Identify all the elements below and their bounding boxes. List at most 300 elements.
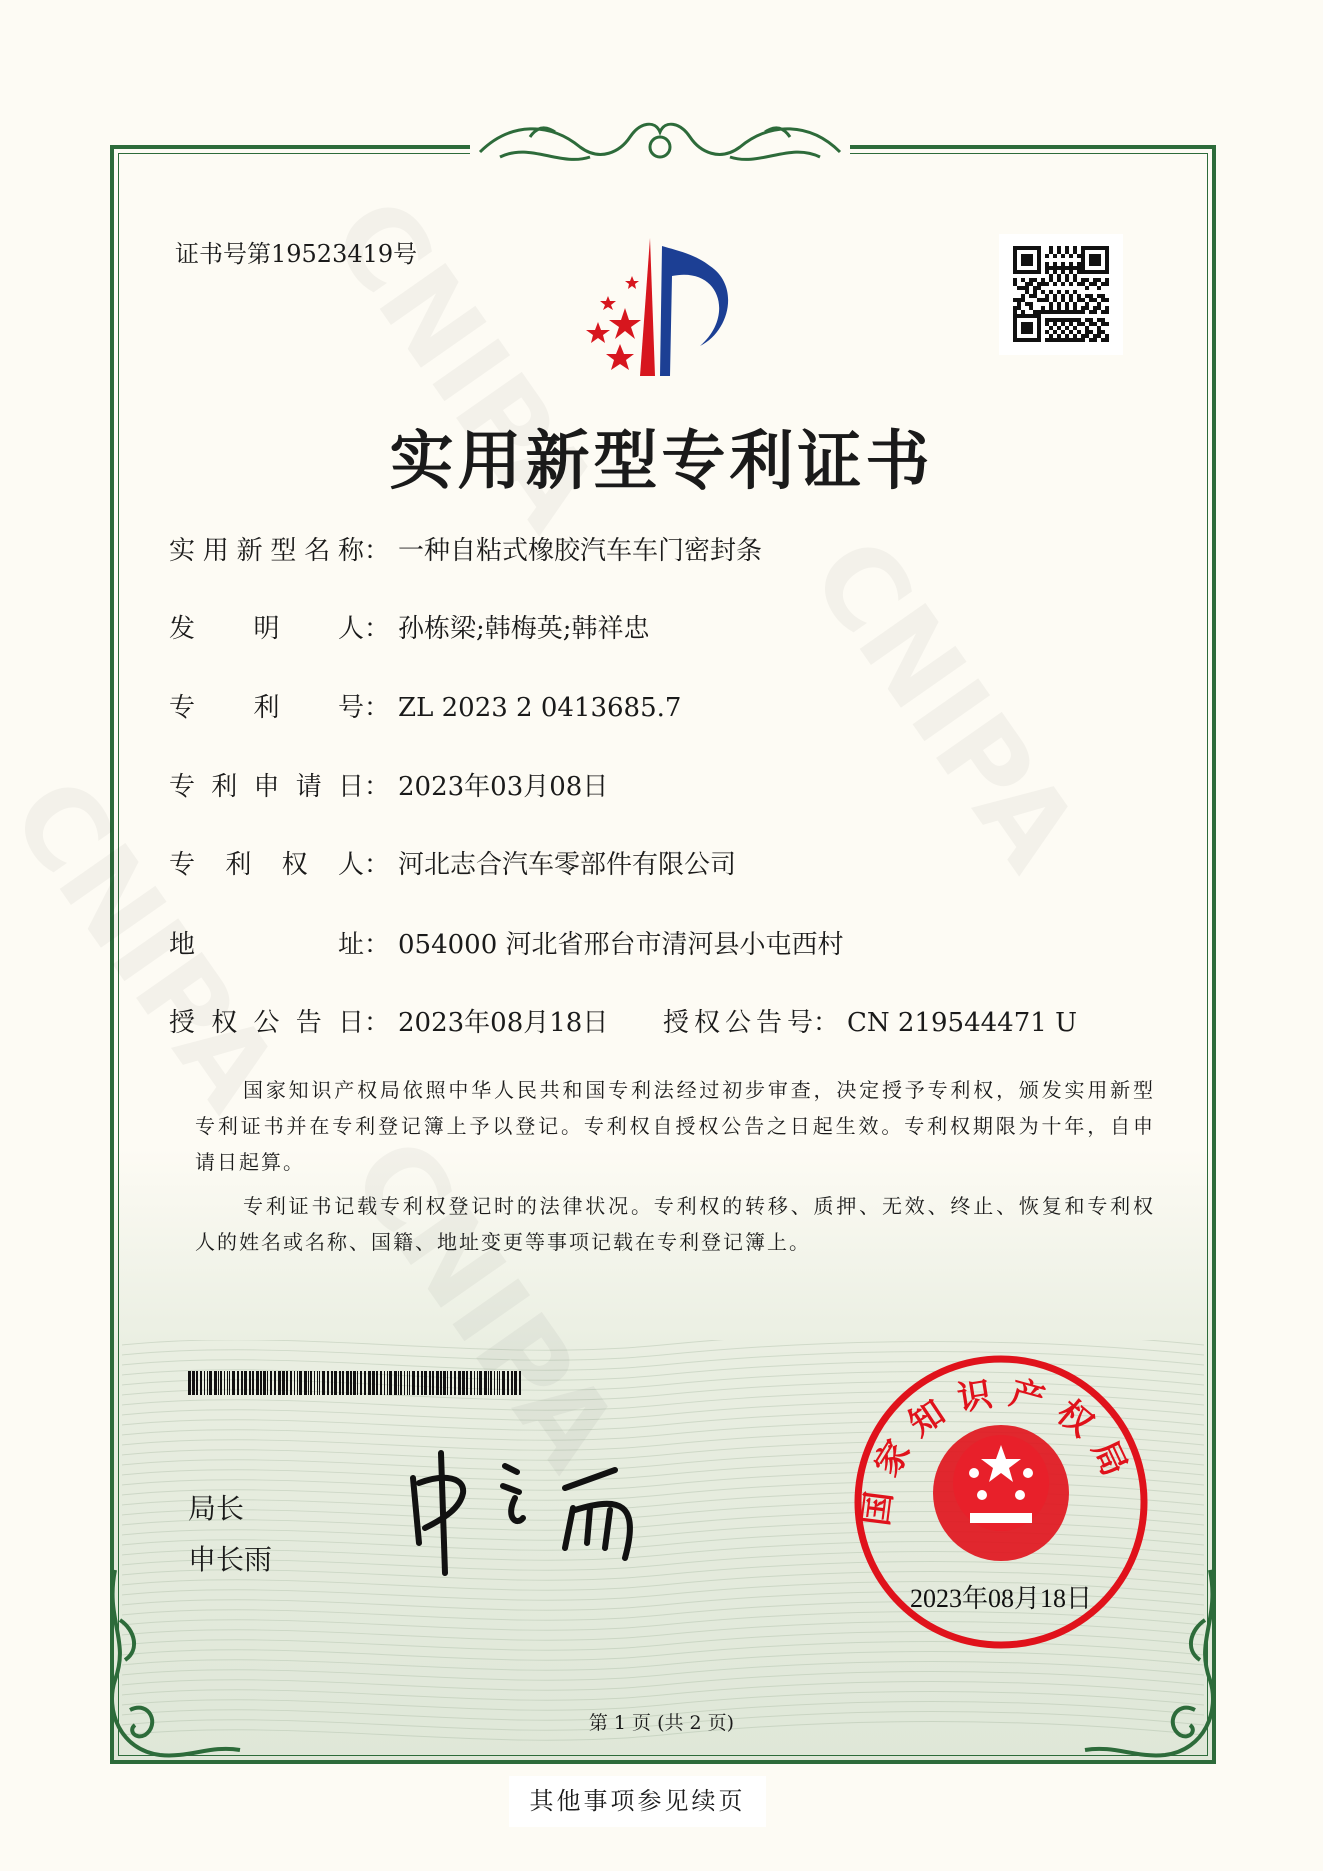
field-colon: ： [364,850,391,880]
qr-module [1021,338,1025,342]
qr-module [1061,266,1065,270]
qr-module [1105,298,1109,302]
patent-number: ZL 2023 2 0413685.7 [398,693,682,723]
qr-module [1073,338,1077,342]
qr-module [1097,270,1101,274]
barcode-bar [407,1371,408,1395]
qr-module [1077,266,1081,270]
qr-module [1057,250,1061,254]
qr-module [1053,322,1057,326]
barcode [188,1371,524,1395]
barcode-bar [484,1371,487,1395]
barcode-bar [196,1371,198,1395]
barcode-bar [249,1371,251,1395]
cnipa-logo [570,236,760,384]
field-row-patentee [169,847,736,883]
qr-module [1025,258,1029,262]
barcode-bar [432,1371,434,1395]
signatory-title: 局长 [188,1492,245,1525]
barcode-bar [421,1371,423,1395]
barcode-bar [477,1371,478,1395]
qr-module [1029,314,1033,318]
field-colon: ： [364,772,391,802]
qr-module [1021,326,1025,330]
barcode-bar [447,1371,448,1395]
qr-module [1045,330,1049,334]
qr-module [1025,322,1029,326]
publication-number: CN 219544471 U [847,1008,1077,1038]
field-label: 专利申请日 [169,772,364,802]
statement-line: 人的姓名或名称、国籍、地址变更等事项记载在专利登记簿上。 [195,1230,811,1254]
qr-module [1037,314,1041,318]
barcode-bar [502,1371,505,1395]
qr-module [1101,246,1105,250]
qr-module [1101,298,1105,302]
qr-module [1017,298,1021,302]
qr-module [1073,250,1077,254]
qr-module [1077,254,1081,258]
qr-module [1065,338,1069,342]
qr-module [1013,310,1017,314]
qr-module [1061,318,1065,322]
qr-module [1037,318,1041,322]
qr-module [1081,270,1085,274]
barcode-bar [256,1371,259,1395]
barcode-bar [389,1371,392,1395]
statement-line: 专利证书并在专利登记簿上予以登记。专利权自授权公告之日起生效。专利权期限为十年，自申 [195,1114,1155,1138]
barcode-bar [443,1371,446,1395]
qr-module [1057,334,1061,338]
barcode-bar [380,1371,382,1395]
qr-module [1037,282,1041,286]
qr-module [1041,310,1045,314]
qr-module [1057,278,1061,282]
qr-module [1081,250,1085,254]
qr-module [1061,262,1065,266]
qr-module [1061,282,1065,286]
qr-module [1045,270,1049,274]
qr-module [1013,314,1017,318]
barcode-bar [360,1371,362,1395]
qr-module [1061,322,1065,326]
patentee: 河北志合汽车零部件有限公司 [398,850,737,880]
qr-module [1065,310,1069,314]
statement-line: 专利证书记载专利权登记时的法律状况。专利权的转移、质押、无效、终止、恢复和专利权 [243,1194,1155,1218]
qr-module [1049,302,1053,306]
barcode-bar [409,1371,410,1395]
qr-module [1089,298,1093,302]
qr-module [1077,298,1081,302]
qr-module [1029,338,1033,342]
qr-module [1065,326,1069,330]
qr-module [1013,326,1017,330]
qr-module [1065,306,1069,310]
barcode-bar [209,1371,212,1395]
qr-module [1025,286,1029,290]
signature [405,1448,675,1576]
field-label: 实用新型名称 [169,536,364,566]
barcode-bar [331,1371,333,1395]
qr-module [1065,302,1069,306]
address: 054000 河北省邢台市清河县小屯西村 [398,930,844,960]
qr-module [1049,246,1053,250]
qr-module [1033,314,1037,318]
corner-ornament-left [100,1560,250,1775]
barcode-bar [450,1371,452,1395]
qr-module [1045,282,1049,286]
qr-module [1073,278,1077,282]
barcode-bar [218,1371,219,1395]
qr-module [1061,294,1065,298]
qr-module [1057,318,1061,322]
qr-module [1065,246,1069,250]
qr-module [1081,322,1085,326]
field-colon: ： [364,1008,391,1038]
continuation-note: 其他事项参见续页 [509,1776,766,1827]
qr-module [1049,290,1053,294]
qr-module [1053,294,1057,298]
qr-module [1037,262,1041,266]
wave-line [122,1682,1204,1701]
qr-module [1105,334,1109,338]
qr-module [1081,282,1085,286]
qr-module [1053,270,1057,274]
qr-module [1081,310,1085,314]
qr-module [1069,330,1073,334]
qr-module [1085,294,1089,298]
qr-module [1033,246,1037,250]
qr-module [1093,270,1097,274]
barcode-bar [424,1371,427,1395]
qr-module [1057,338,1061,342]
barcode-bar [232,1371,235,1395]
barcode-bar [319,1371,320,1395]
qr-module [1033,290,1037,294]
qr-module [1073,266,1077,270]
qr-module [1017,306,1021,310]
barcode-bar [310,1371,312,1395]
qr-module [1041,290,1045,294]
qr-module [1045,254,1049,258]
qr-module [1037,258,1041,262]
qr-module [1049,334,1053,338]
qr-module [1097,306,1101,310]
qr-module [1061,254,1065,258]
barcode-bar [511,1371,513,1395]
qr-module [1017,270,1021,274]
qr-module [1013,298,1017,302]
qr-module [1065,250,1069,254]
barcode-bar [270,1371,272,1395]
field-row-patent-number [169,690,681,726]
barcode-bar [417,1371,419,1395]
qr-module [1045,322,1049,326]
qr-module [1097,334,1101,338]
qr-module [1013,262,1017,266]
barcode-bar [346,1371,349,1395]
qr-module [1101,318,1105,322]
wave-line [122,1662,1204,1681]
qr-module [1049,338,1053,342]
barcode-bar [353,1371,356,1395]
qr-module [1105,258,1109,262]
qr-module [1093,278,1097,282]
qr-module [1085,278,1089,282]
qr-module [1013,338,1017,342]
barcode-bar [294,1371,295,1395]
qr-module [1021,262,1025,266]
qr-module [1069,298,1073,302]
utility-model-name: 一种自粘式橡胶汽车车门密封条 [398,536,763,566]
qr-module [1029,282,1033,286]
qr-module [1073,334,1077,338]
qr-module [1013,322,1017,326]
qr-module [1017,314,1021,318]
barcode-bar [342,1371,344,1395]
qr-module [1021,278,1025,282]
barcode-bar [507,1371,509,1395]
filing-date: 2023年03月08日 [398,772,609,802]
qr-module [1085,334,1089,338]
qr-module [1069,266,1073,270]
qr-module [1105,262,1109,266]
qr-module [1073,318,1077,322]
field-label: 授权公告号 [663,1008,813,1038]
qr-module [1085,246,1089,250]
field-label: 地址 [169,930,364,960]
qr-module [1057,326,1061,330]
qr-module [1037,322,1041,326]
field-label: 专利号 [169,693,364,723]
qr-module [1069,318,1073,322]
qr-module [1065,318,1069,322]
barcode-bar [278,1371,281,1395]
barcode-bar [241,1371,243,1395]
qr-module [1081,278,1085,282]
seal-text: 国家知识产权局 [856,1372,1141,1529]
qr-module [1013,334,1017,338]
qr-module [1085,326,1089,330]
qr-module [1037,310,1041,314]
barcode-bar [394,1371,397,1395]
page-title: 实用新型专利证书 [389,425,934,499]
barcode-bar [497,1371,498,1395]
qr-module [1029,258,1033,262]
qr-module [1097,258,1101,262]
qr-module [1085,286,1089,290]
qr-module [1021,330,1025,334]
qr-module [1077,330,1081,334]
qr-module [1013,318,1017,322]
qr-module [1045,310,1049,314]
qr-module [1101,338,1105,342]
qr-module [1081,334,1085,338]
qr-module [1061,330,1065,334]
qr-module [1101,270,1105,274]
qr-module [1025,254,1029,258]
barcode-bar [376,1371,378,1395]
qr-module [1033,278,1037,282]
qr-module [1025,326,1029,330]
barcode-bar [458,1371,461,1395]
barcode-bar [220,1371,222,1395]
qr-module [1021,258,1025,262]
qr-module [1073,274,1077,278]
qr-module [1057,302,1061,306]
qr-module [1025,314,1029,318]
barcode-bar [400,1371,402,1395]
qr-module [1057,266,1061,270]
qr-module [1025,282,1029,286]
qr-module [1101,294,1105,298]
qr-module [1105,254,1109,258]
qr-module [1037,254,1041,258]
qr-module [1021,254,1025,258]
qr-module [1093,338,1097,342]
qr-module [1049,326,1053,330]
qr-module [1089,322,1093,326]
barcode-bar [519,1371,521,1395]
qr-module [1037,326,1041,330]
qr-module [1105,278,1109,282]
qr-module [1053,338,1057,342]
barcode-bar [224,1371,225,1395]
grant-date: 2023年08月18日 [398,1008,609,1038]
qr-module [1021,270,1025,274]
field-row-inventors [169,611,650,647]
barcode-bar [229,1371,230,1395]
qr-module [1081,306,1085,310]
qr-module [1069,338,1073,342]
barcode-bar [237,1371,239,1395]
certificate-number: 证书号第19523419号 [175,240,418,268]
qr-module [1053,310,1057,314]
barcode-bar [466,1371,468,1395]
qr-module [1073,290,1077,294]
qr-module [1065,274,1069,278]
corner-ornament-right [1075,1560,1225,1775]
qr-module [1049,278,1053,282]
barcode-bar [317,1371,318,1395]
qr-module [1061,298,1065,302]
barcode-bar [436,1371,439,1395]
qr-module [1097,294,1101,298]
seal-date: 2023年08月18日 [909,1584,1093,1613]
qr-module [1017,246,1021,250]
barcode-bar [494,1371,495,1395]
qr-module [1077,294,1081,298]
qr-module [1033,310,1037,314]
qr-module [1089,262,1093,266]
qr-module [1097,318,1101,322]
qr-module [1069,294,1073,298]
qr-module [1041,298,1045,302]
qr-module [1069,310,1073,314]
qr-module [1073,302,1077,306]
qr-module [1053,266,1057,270]
qr-module [1021,322,1025,326]
qr-code [999,234,1123,355]
barcode-bar [282,1371,285,1395]
qr-module [1057,306,1061,310]
qr-module [1037,250,1041,254]
qr-module [1077,322,1081,326]
barcode-bar [322,1371,325,1395]
qr-module [1081,298,1085,302]
qr-module [1025,270,1029,274]
qr-module [1081,262,1085,266]
qr-module [1013,258,1017,262]
qr-module [1029,270,1033,274]
qr-module [1069,262,1073,266]
qr-module [1065,334,1069,338]
qr-module [1081,266,1085,270]
qr-module [1105,322,1109,326]
barcode-bar [244,1371,247,1395]
qr-module [1013,330,1017,334]
qr-module [1093,262,1097,266]
barcode-bar [274,1371,276,1395]
qr-module [1045,338,1049,342]
qr-module [1089,270,1093,274]
qr-module [1101,322,1105,326]
qr-module [1021,286,1025,290]
qr-module [1093,258,1097,262]
qr-module [1077,282,1081,286]
qr-module [1105,338,1109,342]
barcode-bar [327,1371,329,1395]
qr-module [1013,306,1017,310]
barcode-bar [368,1371,371,1395]
qr-module [1029,330,1033,334]
qr-module [1037,266,1041,270]
qr-module [1073,326,1077,330]
barcode-bar [192,1371,195,1395]
qr-module [1029,262,1033,266]
qr-module [1101,282,1105,286]
qr-module [1065,266,1069,270]
barcode-bar [372,1371,375,1395]
qr-module [1045,266,1049,270]
barcode-bar [479,1371,482,1395]
qr-module [1089,330,1093,334]
qr-module [1049,250,1053,254]
barcode-bar [260,1371,262,1395]
qr-module [1029,302,1033,306]
qr-module [1049,318,1053,322]
barcode-bar [314,1371,315,1395]
statement-line: 国家知识产权局依照中华人民共和国专利法经过初步审查，决定授予专利权，颁发实用新型 [243,1078,1155,1102]
qr-module [1013,278,1017,282]
qr-module [1033,270,1037,274]
qr-module [1085,306,1089,310]
qr-module [1029,278,1033,282]
qr-module [1013,282,1017,286]
qr-module [1085,270,1089,274]
qr-module [1053,318,1057,322]
qr-module [1093,306,1097,310]
qr-module [1017,302,1021,306]
qr-module [1013,246,1017,250]
barcode-bar [334,1371,337,1395]
field-row-publication-number [663,1005,1077,1041]
qr-module [1021,246,1025,250]
qr-module [1081,254,1085,258]
qr-module [1105,310,1109,314]
qr-module [1061,338,1065,342]
qr-module [1097,278,1101,282]
field-colon: ： [813,1008,840,1038]
